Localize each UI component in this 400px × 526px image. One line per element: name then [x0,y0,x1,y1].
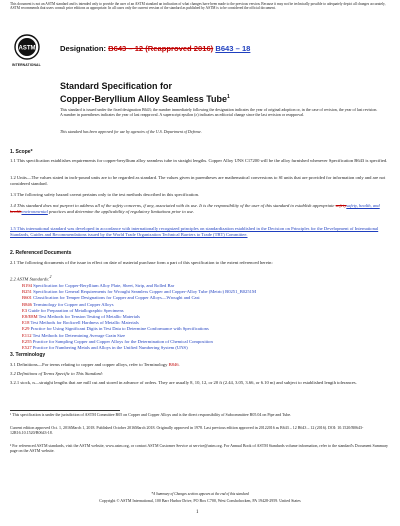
terms-3-2-1: 3.2.1 stock, n—straight lengths that are mill cut and stored in advance of orders. They are usually 8, 10, 12, or 20 ft (2.44, 3.05, 3.66, or 6.10 m) and subject to established length tolerances. [10,380,357,385]
intro-paragraph: This standard is issued under the fixed designation B643; the number immediately following the designation indicates the year of original adoption or, in the case of revision, the year of last revision. A number in parentheses indicates the year of last reapproval. A superscript epsilon (ε) indicates an editorial change since the last revision or reapproval. [60,107,378,117]
scope-1-1: 1.1 This specification establishes requirements for copper-beryllium alloy seamless tube in straight lengths. Copper Alloy UNS C17200 will be the alloy furnished whenever Specification B643 is specified. [10,158,388,163]
terms-3-2: 3.2 Definitions of Terms Specific to This Standard: [10,371,104,376]
standard-title-link[interactable]: Practice for Using Significant Digits in Test Data to Determine Conformance with Specifications [30,326,209,332]
standard-code-link[interactable]: E527 [22,345,32,350]
scope-1-4-inserted-2: environmental [21,208,48,214]
refs-2-2-sup: 2 [49,275,52,279]
standard-title-link[interactable]: Test Methods for Tension Testing of Metallic Materials [38,314,140,319]
astm-standard-item [22,326,209,332]
designation-old: B643 – 12 (Reapproved 2016) [108,44,214,53]
dod-note: This standard has been approved for use by agencies of the U.S. Department of Defense. [60,129,202,134]
standard-code-link[interactable]: E18 [22,320,30,326]
section-heading-terminology: 3. Terminology [10,352,46,358]
standard-title-link[interactable]: Practice for Numbering Metals and Alloys in the Unified Numbering System (UNS) [32,345,188,350]
refs-2-2 [10,275,51,282]
standard-title-link[interactable]: Specification for General Requirements for Wrought Seamless Copper and Copper-Alloy Tube (Metric) B0251_B0251M [33,289,257,295]
standard-code-link[interactable]: B194 [22,283,32,288]
standard-title-link[interactable]: Terminology for Copper and Copper Alloys [33,301,114,307]
astm-logo-icon [14,34,40,62]
astm-standard-item [22,320,139,326]
standard-title-link[interactable]: Guide for Preparation of Metallographic Specimens [28,307,124,313]
scope-1-4-end: practices and determine the applicability of regulatory limitations prior to use. [49,208,195,214]
standard-code-link[interactable]: E255 [22,338,32,344]
astm-standard-item [22,283,174,289]
designation [60,44,250,53]
scope-1-2: 1.2 Units—The values stated in inch-pound units are to be regarded as standard. The values given in parentheses are mathematical conversions to SI units that are provided for information only and are not considered standard. [10,175,386,186]
summary-of-changes-note: *A Summary of Changes section appears at the end of this standard [151,492,249,496]
footnote-divider [10,410,120,411]
section-heading-scope: 1. Scope* [10,149,33,155]
standard-code-link[interactable]: B846 [22,301,32,307]
title-footnote-mark: 1 [227,94,230,100]
astm-standard-item [22,339,213,345]
page-number: 1 [196,510,199,515]
designation-prefix: Designation: [60,44,109,53]
standard-title-link[interactable]: Specification for Copper-Beryllium Alloy Plate, Sheet, Strip, and Rolled Bar [33,283,175,288]
terms-3-1: 3.1 Definitions—For terms relating to copper and copper alloys, refer to Terminology B846. [10,362,180,367]
logo-label: INTERNATIONAL [12,63,41,67]
scope-1-4-deleted-2: health [10,208,22,214]
designation-new: B643 – 18 [215,44,251,53]
svg-text:ASTM: ASTM [18,45,36,52]
astm-standard-item [22,333,125,339]
title-line2: Copper-Beryllium Alloy Seamless Tube [60,94,228,104]
standard-code-link[interactable]: B251 [22,289,32,295]
standard-code-link[interactable]: E29 [22,326,30,332]
scope-1-4 [10,203,390,214]
refs-2-1: 2.1 The following documents of the issue in effect on date of material purchase form a part of this specification to the extent referenced herein: [10,260,273,265]
footnote-1: ¹ This specification is under the jurisdiction of ASTM Committee B05 on Copper and Copper Alloys and is the direct responsibility of Subcommittee B05.04 on Pipe and Tube. [10,412,292,417]
astm-standard-item [22,295,200,301]
scope-1-4-inserted-1: safety, health, and [346,203,380,208]
footnote-2: ² For referenced ASTM standards, visit the ASTM website, www.astm.org, or contact ASTM Customer Service at service@astm.org. For Annual Book of ASTM Standards volume information, refer to the standard's Document Summary page on the ASTM website. [10,443,389,453]
standard-code-link[interactable]: E8/E8M [22,314,38,319]
redline-notice: This document is not an ASTM standard and is intended only to provide the user of an ASTM standard an indication of what changes have been made to the previous version. Because it may not be technically possible to adequately depict all changes accurately, ASTM recommends that users consult prior editions as appropriate. In all cases only the current version of the standard as published by ASTM is to be considered the official document. [10,2,386,11]
section-heading-referenced-documents: 2. Referenced Documents [10,250,72,256]
scope-1-4-start: 1.4 This standard does not purport to address all of the safety concerns, if any, associated with its use. It is the responsibility of the user of this standard to establish appropriate [10,203,335,208]
scope-1-5: 1.5 This international standard was developed in accordance with internationally recognized principles on standardization established in the Decision on Principles for the Development of International Standards, Guides and Recommendations issued by the World Trade Organization Technical Barriers to Trade (TBT) Committee. [10,226,379,237]
standard-code-link[interactable]: B601 [22,295,32,301]
document-title [60,81,230,105]
copyright-line: Copyright © ASTM International, 100 Barr Harbor Drive, PO Box C700, West Conshohocken, PA 19428-2959. United States [99,498,301,503]
standard-title-link[interactable]: Test Methods for Rockwell Hardness of Metallic Materials [30,320,139,326]
refs-2-2-label: 2.2 ASTM Standards: [10,276,50,282]
astm-standard-item [22,345,188,351]
astm-standard-item [22,314,140,320]
footnote-edition: Current edition approved Oct. 1, 2016March 1, 2018. Published October 2016March 2018. Originally approved in 1978. Last previous edition approved in 20122016 as B643 – 12 B643 – 12 (2016). DOI: 10.1520/B0643-12R16.10.1520/B0643-18. [10,425,364,435]
standard-code-link[interactable]: E3 [22,307,28,313]
standard-title-link[interactable]: Classification for Temper Designations for Copper and Copper Alloys—Wrought and Cast [33,295,200,301]
astm-standard-item [22,308,124,314]
terms-3-1-link[interactable]: B846 [168,362,179,367]
astm-standard-item [22,289,256,295]
terms-3-1-text: 3.1 Definitions—For terms relating to copper and copper alloys, refer to Terminology [10,362,168,367]
scope-1-4-deleted-1: safety [335,203,347,208]
standard-code-link[interactable]: E112 [22,332,32,338]
astm-standard-item [22,302,114,308]
standard-title-link[interactable]: Test Methods for Determining Average Grain Size [32,332,126,338]
title-line1: Standard Specification for [60,81,173,91]
standard-title-link[interactable]: Practice for Sampling Copper and Copper Alloys for the Determination of Chemical Composition [32,338,213,344]
astm-logo [14,34,40,68]
scope-1-3: 1.3 The following safety hazard caveat pertains only to the test methods described in this specification. [10,192,200,197]
